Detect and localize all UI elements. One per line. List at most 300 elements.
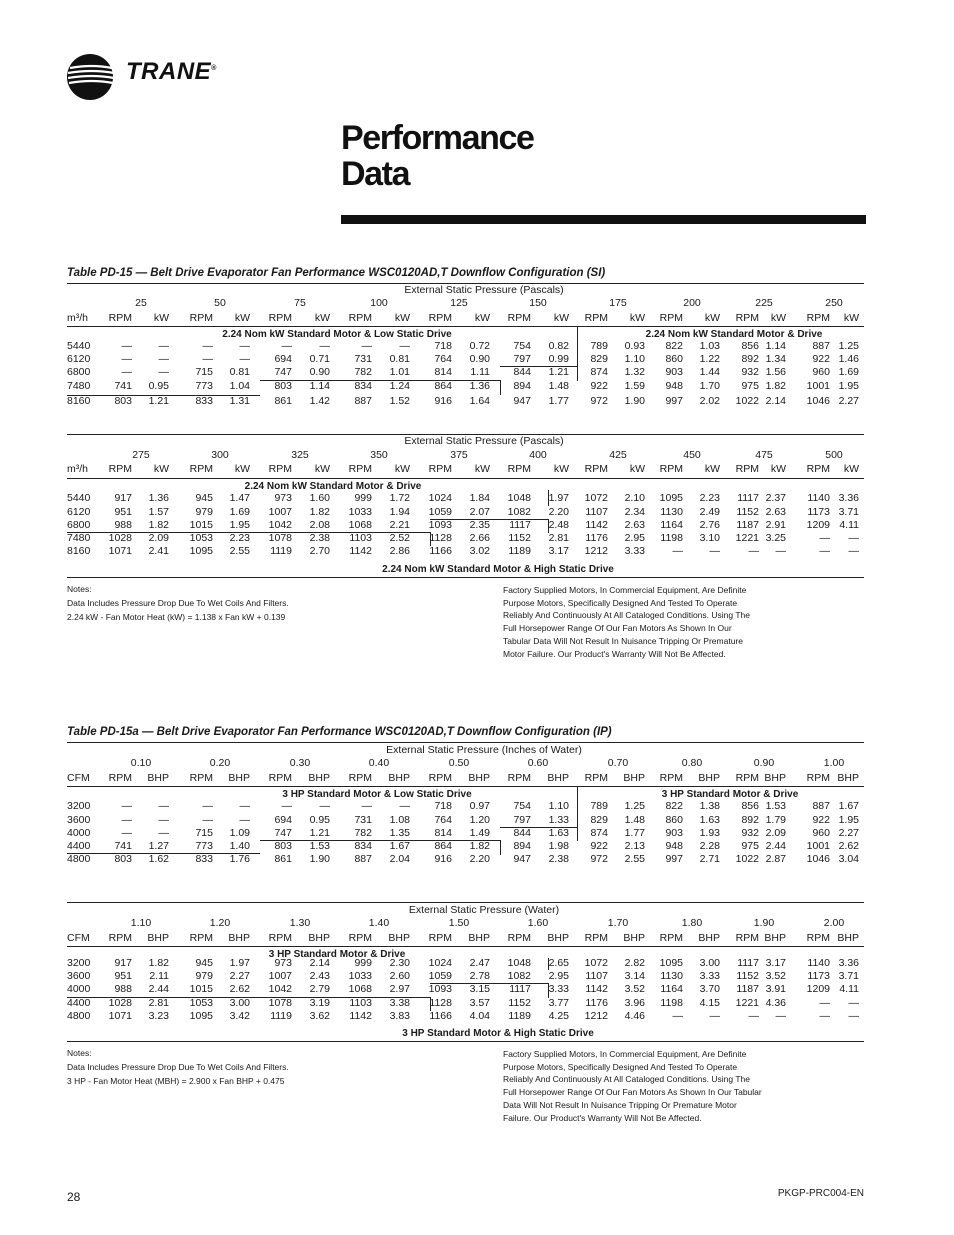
drive-boundary xyxy=(260,840,501,855)
power-value: 1.08 xyxy=(389,814,410,826)
table-ip-block-2 xyxy=(67,902,864,1042)
rpm-column-header: RPM xyxy=(584,463,608,475)
power-column-header: BHP xyxy=(308,932,330,944)
rpm-value: 1187 xyxy=(736,983,759,995)
power-value: — xyxy=(848,1010,859,1022)
power-value: 1.21 xyxy=(309,827,330,839)
rpm-column-header: RPM xyxy=(348,463,372,475)
rpm-value: 892 xyxy=(741,353,759,365)
rpm-value: 1173 xyxy=(807,506,830,518)
power-value: 1.82 xyxy=(148,519,169,531)
power-value: 2.60 xyxy=(389,970,410,982)
power-value: 1.04 xyxy=(229,380,250,392)
rpm-column-header: RPM xyxy=(806,463,830,475)
power-value: 0.71 xyxy=(309,353,330,365)
rpm-value: 694 xyxy=(274,353,292,365)
power-value: 3.33 xyxy=(548,983,569,995)
power-value: 2.38 xyxy=(548,853,569,865)
rpm-value: 1042 xyxy=(268,983,292,995)
power-value: 0.72 xyxy=(469,340,490,352)
power-value: 2.14 xyxy=(309,957,330,969)
power-value: 2.65 xyxy=(548,957,569,969)
power-column-header: kW xyxy=(704,312,720,324)
rpm-value: 1015 xyxy=(189,519,213,531)
disclaimer-line: Purpose Motors, Specifically Designed And Tested To Operate xyxy=(503,1061,738,1072)
power-value: — xyxy=(239,800,250,812)
power-value: — xyxy=(709,1010,720,1022)
power-value: 3.00 xyxy=(229,997,250,1009)
rpm-value: 1198 xyxy=(660,997,683,1009)
rpm-value: 715 xyxy=(195,366,213,378)
power-column-header: kW xyxy=(770,312,786,324)
rpm-value: 1007 xyxy=(268,970,292,982)
rpm-value: 856 xyxy=(741,800,759,812)
pressure-column-header: 400 xyxy=(529,449,547,461)
airflow-column-header: CFM xyxy=(67,932,90,944)
rpm-value: 1024 xyxy=(428,492,452,504)
rpm-value: 975 xyxy=(741,380,759,392)
power-value: 2.95 xyxy=(624,532,645,544)
table-ip-block-1 xyxy=(67,742,864,872)
rpm-value: 916 xyxy=(434,853,452,865)
rpm-value: 856 xyxy=(741,340,759,352)
rpm-value: 1022 xyxy=(735,853,759,865)
pressure-column-header: 0.30 xyxy=(289,757,311,769)
rpm-value: — xyxy=(121,340,132,352)
rpm-value: 1117 xyxy=(509,983,531,995)
rpm-value: 1095 xyxy=(659,492,683,504)
pressure-column-header: 100 xyxy=(370,297,388,309)
rpm-value: 803 xyxy=(274,380,292,392)
power-value: 1.82 xyxy=(148,957,169,969)
rpm-value: 975 xyxy=(741,840,759,852)
power-column-header: kW xyxy=(770,463,786,475)
power-column-header: kW xyxy=(474,463,490,475)
pressure-column-header: 25 xyxy=(135,297,147,309)
power-value: 2.86 xyxy=(389,545,410,557)
rpm-value: 887 xyxy=(812,340,830,352)
power-value: 2.71 xyxy=(699,853,720,865)
power-column-header: kW xyxy=(234,312,250,324)
pressure-column-header: 1.10 xyxy=(130,917,152,929)
power-value: 1.72 xyxy=(389,492,410,504)
rpm-value: — xyxy=(121,814,132,826)
rpm-column-header: RPM xyxy=(268,463,292,475)
power-value: 2.41 xyxy=(148,545,169,557)
drive-boundary xyxy=(577,326,578,366)
table-si-block-1 xyxy=(67,283,864,415)
airflow-value: 7480 xyxy=(67,532,91,544)
rpm-value: 874 xyxy=(590,827,608,839)
drive-boundary xyxy=(548,490,549,506)
airflow-value: 3200 xyxy=(67,957,91,969)
rpm-value: 999 xyxy=(354,957,372,969)
power-value: 3.57 xyxy=(469,997,490,1009)
drive-boundary xyxy=(548,958,549,970)
rpm-value: 1198 xyxy=(660,532,683,544)
rpm-value: 1142 xyxy=(349,545,372,557)
power-value: 2.14 xyxy=(765,395,786,407)
rpm-value: 1028 xyxy=(108,997,132,1009)
rpm-value: 782 xyxy=(354,827,372,839)
rpm-value: 917 xyxy=(114,957,132,969)
power-column-header: kW xyxy=(553,463,569,475)
rpm-value: 829 xyxy=(590,814,608,826)
disclaimer-line: Purpose Motors, Specifically Designed And Tested To Operate xyxy=(503,597,738,608)
power-column-header: BHP xyxy=(228,772,250,784)
power-value: 1.36 xyxy=(148,492,169,504)
rpm-value: 1068 xyxy=(348,983,372,995)
airflow-value: 4800 xyxy=(67,1010,91,1022)
power-value: 1.38 xyxy=(699,800,720,812)
power-value: 2.97 xyxy=(389,983,410,995)
rpm-column-header: RPM xyxy=(659,932,683,944)
power-value: 2.02 xyxy=(699,395,720,407)
disclaimer-line: Reliably And Continuously At All Cataloged Conditions. Using The xyxy=(503,1074,750,1085)
airflow-column-header: m³/h xyxy=(67,312,88,324)
drive-boundary xyxy=(67,395,260,396)
pressure-group-label: External Static Pressure (Water) xyxy=(408,904,560,916)
rpm-value: 1117 xyxy=(509,519,531,531)
rpm-value: 916 xyxy=(434,395,452,407)
rpm-column-header: RPM xyxy=(108,312,132,324)
notes-title: Notes: xyxy=(67,584,92,594)
pressure-column-header: 300 xyxy=(211,449,229,461)
drive-boundary xyxy=(260,997,431,1011)
power-value: 2.95 xyxy=(548,970,569,982)
power-value: — xyxy=(775,545,786,557)
drive-boundary xyxy=(67,997,260,998)
rpm-column-header: RPM xyxy=(659,772,683,784)
power-value: 3.14 xyxy=(624,970,645,982)
rpm-value: 874 xyxy=(590,366,608,378)
power-column-header: BHP xyxy=(547,772,569,784)
pressure-column-header: 0.10 xyxy=(130,757,152,769)
rpm-value: 803 xyxy=(274,840,292,852)
rpm-value: — xyxy=(748,545,759,557)
power-value: 0.97 xyxy=(469,800,490,812)
rpm-value: 797 xyxy=(513,353,531,365)
rpm-value: 1082 xyxy=(507,506,531,518)
pressure-column-header: 1.20 xyxy=(209,917,231,929)
power-column-header: BHP xyxy=(147,772,169,784)
power-value: 1.76 xyxy=(229,853,250,865)
power-value: 1.25 xyxy=(838,340,859,352)
rpm-value: 741 xyxy=(114,380,132,392)
pressure-column-header: 1.30 xyxy=(289,917,311,929)
rpm-column-header: RPM xyxy=(268,772,292,784)
power-value: 4.11 xyxy=(839,983,859,995)
power-value: 3.15 xyxy=(469,983,490,995)
power-column-header: kW xyxy=(153,312,169,324)
rpm-value: 773 xyxy=(195,840,213,852)
disclaimer-line: Full Horsepower Range Of Our Fan Motors As Shown In Our xyxy=(503,623,732,634)
rpm-column-header: RPM xyxy=(507,463,531,475)
airflow-value: 4400 xyxy=(67,997,91,1009)
rpm-value: 1001 xyxy=(806,380,830,392)
power-value: 3.36 xyxy=(838,957,859,969)
page-title xyxy=(341,120,533,192)
pressure-column-header: 275 xyxy=(132,449,150,461)
rpm-value: 1093 xyxy=(428,519,452,531)
power-value: 1.53 xyxy=(765,800,786,812)
power-value: 1.48 xyxy=(624,814,645,826)
pressure-group-label: External Static Pressure (Inches of Water) xyxy=(386,744,582,756)
power-value: 1.09 xyxy=(229,827,250,839)
power-value: 3.19 xyxy=(309,997,330,1009)
pressure-column-header: 1.90 xyxy=(753,917,775,929)
power-value: 0.99 xyxy=(548,353,569,365)
rpm-value: 894 xyxy=(513,840,531,852)
power-value: 1.95 xyxy=(838,380,859,392)
rpm-value: 1189 xyxy=(508,545,531,557)
rpm-column-header: RPM xyxy=(584,312,608,324)
power-value: 4.36 xyxy=(765,997,786,1009)
rpm-value: 715 xyxy=(195,827,213,839)
rpm-value: 922 xyxy=(812,353,830,365)
power-value: 2.30 xyxy=(389,957,410,969)
disclaimer-line: Data Will Not Result In Nuisance Tripping Or Premature Motor xyxy=(503,1099,737,1110)
rpm-value: 1117 xyxy=(737,957,759,969)
rpm-value: 1152 xyxy=(508,532,531,544)
power-value: 0.95 xyxy=(309,814,330,826)
rpm-value: 1033 xyxy=(348,970,372,982)
pressure-column-header: 250 xyxy=(825,297,843,309)
rpm-value: 844 xyxy=(513,366,531,378)
rpm-value: 861 xyxy=(274,853,292,865)
power-column-header: BHP xyxy=(147,932,169,944)
power-value: 1.27 xyxy=(148,840,169,852)
power-value: 2.27 xyxy=(229,970,250,982)
power-value: 3.02 xyxy=(469,545,490,557)
rpm-value: — xyxy=(748,1010,759,1022)
power-value: — xyxy=(848,997,859,1009)
disclaimer-line: Factory Supplied Motors, In Commercial Equipment, Are Definite xyxy=(503,1049,747,1059)
rpm-value: 1209 xyxy=(806,519,830,531)
power-value: 1.52 xyxy=(389,395,410,407)
rpm-value: 1209 xyxy=(806,983,830,995)
rpm-value: 1221 xyxy=(735,997,759,1009)
power-value: 1.44 xyxy=(699,366,720,378)
rpm-value: 922 xyxy=(590,380,608,392)
rpm-value: 718 xyxy=(434,340,452,352)
rpm-value: 979 xyxy=(195,970,213,982)
rpm-value: 764 xyxy=(434,353,452,365)
rpm-value: 718 xyxy=(434,800,452,812)
power-value: 1.03 xyxy=(699,340,720,352)
rpm-value: 887 xyxy=(812,800,830,812)
rpm-value: — xyxy=(819,532,830,544)
rpm-column-header: RPM xyxy=(348,312,372,324)
pressure-column-header: 0.60 xyxy=(527,757,549,769)
rpm-value: 1059 xyxy=(428,970,452,982)
power-value: 2.52 xyxy=(389,532,410,544)
pressure-group-label: External Static Pressure (Pascals) xyxy=(404,435,564,447)
pressure-column-header: 0.40 xyxy=(368,757,390,769)
power-value: 1.67 xyxy=(389,840,410,852)
power-column-header: BHP xyxy=(837,932,859,944)
pressure-column-header: 1.40 xyxy=(368,917,390,929)
pressure-column-header: 50 xyxy=(214,297,226,309)
power-value: — xyxy=(158,340,169,352)
power-value: 1.40 xyxy=(229,840,250,852)
disclaimer-line: Factory Supplied Motors, In Commercial Equipment, Are Definite xyxy=(503,585,747,595)
pressure-column-header: 425 xyxy=(609,449,627,461)
disclaimer-line: Reliably And Continuously At All Cataloged Conditions. Using The xyxy=(503,610,750,621)
power-value: 1.63 xyxy=(548,827,569,839)
power-value: 2.47 xyxy=(469,957,490,969)
power-value: 1.47 xyxy=(229,492,250,504)
power-value: 2.63 xyxy=(624,519,645,531)
power-value: 1.14 xyxy=(765,340,786,352)
rpm-column-header: RPM xyxy=(735,312,759,324)
power-value: 2.66 xyxy=(469,532,490,544)
rpm-value: 1140 xyxy=(807,492,830,504)
power-column-header: BHP xyxy=(228,932,250,944)
power-value: 1.01 xyxy=(389,366,410,378)
rpm-column-header: RPM xyxy=(189,312,213,324)
power-column-header: kW xyxy=(234,463,250,475)
rpm-value: 922 xyxy=(812,814,830,826)
power-value: 3.04 xyxy=(838,853,859,865)
rpm-value: — xyxy=(281,340,292,352)
rpm-value: 754 xyxy=(513,340,531,352)
power-value: 1.64 xyxy=(469,395,490,407)
power-value: 1.95 xyxy=(229,519,250,531)
document-code: PKGP-PRC004-EN xyxy=(777,1188,864,1199)
rpm-value: 951 xyxy=(114,970,132,982)
title-rule xyxy=(341,215,866,224)
power-value: 2.04 xyxy=(389,853,410,865)
power-value: 1.48 xyxy=(548,380,569,392)
power-value: 1.82 xyxy=(309,506,330,518)
rpm-value: — xyxy=(121,366,132,378)
rpm-value: 922 xyxy=(590,840,608,852)
note-line: Data Includes Pressure Drop Due To Wet Coils And Filters. xyxy=(67,1062,289,1072)
power-value: 2.23 xyxy=(229,532,250,544)
power-value: 3.25 xyxy=(765,532,786,544)
rpm-value: 1212 xyxy=(584,545,608,557)
power-value: 3.71 xyxy=(838,970,859,982)
header-rule xyxy=(67,786,864,787)
power-column-header: BHP xyxy=(698,772,720,784)
rpm-column-header: RPM xyxy=(806,932,830,944)
rpm-value: 1072 xyxy=(584,492,608,504)
pressure-column-header: 475 xyxy=(755,449,773,461)
power-value: 1.46 xyxy=(838,353,859,365)
power-value: — xyxy=(775,1010,786,1022)
pressure-column-header: 1.50 xyxy=(448,917,470,929)
airflow-value: 4000 xyxy=(67,983,91,995)
power-value: 3.91 xyxy=(765,983,786,995)
power-value: 1.63 xyxy=(699,814,720,826)
rpm-value: 892 xyxy=(741,814,759,826)
rpm-value: — xyxy=(202,353,213,365)
power-value: 1.42 xyxy=(309,395,330,407)
power-value: 1.24 xyxy=(389,380,410,392)
rpm-value: — xyxy=(672,1010,683,1022)
rpm-column-header: RPM xyxy=(584,772,608,784)
rpm-value: 945 xyxy=(195,957,213,969)
airflow-value: 7480 xyxy=(67,380,91,392)
power-value: 2.55 xyxy=(624,853,645,865)
rpm-value: 1152 xyxy=(736,506,759,518)
rpm-value: 894 xyxy=(513,380,531,392)
motor-drive-label-bottom: 3 HP Standard Motor & High Static Drive xyxy=(402,1028,594,1039)
pressure-column-header: 1.00 xyxy=(823,757,845,769)
power-value: — xyxy=(158,814,169,826)
power-value: 3.10 xyxy=(699,532,720,544)
rpm-value: 903 xyxy=(665,827,683,839)
power-value: 1.82 xyxy=(469,840,490,852)
airflow-value: 3200 xyxy=(67,800,91,812)
rpm-value: 1046 xyxy=(806,395,830,407)
rpm-value: 945 xyxy=(195,492,213,504)
power-value: 1.34 xyxy=(765,353,786,365)
power-value: — xyxy=(319,340,330,352)
rpm-value: 1103 xyxy=(349,532,372,544)
rpm-value: 764 xyxy=(434,814,452,826)
power-value: 3.17 xyxy=(765,957,786,969)
rpm-value: 1103 xyxy=(349,997,372,1009)
power-value: — xyxy=(848,545,859,557)
airflow-value: 4400 xyxy=(67,840,91,852)
power-value: — xyxy=(158,800,169,812)
power-value: 2.07 xyxy=(469,506,490,518)
drive-boundary xyxy=(260,532,431,546)
power-value: 1.77 xyxy=(624,827,645,839)
power-value: 0.93 xyxy=(624,340,645,352)
power-value: 2.20 xyxy=(548,506,569,518)
rpm-value: 932 xyxy=(741,366,759,378)
rpm-value: 1166 xyxy=(429,545,452,557)
power-column-header: kW xyxy=(474,312,490,324)
airflow-value: 4800 xyxy=(67,853,91,865)
rpm-value: 887 xyxy=(354,395,372,407)
pressure-column-header: 1.60 xyxy=(527,917,549,929)
airflow-column-header: CFM xyxy=(67,772,90,784)
rpm-value: 741 xyxy=(114,840,132,852)
rpm-value: 1164 xyxy=(660,983,683,995)
power-value: 1.21 xyxy=(548,366,569,378)
power-value: 1.98 xyxy=(548,840,569,852)
rpm-value: — xyxy=(121,353,132,365)
pressure-column-header: 450 xyxy=(683,449,701,461)
notes-title: Notes: xyxy=(67,1048,92,1058)
page-number: 28 xyxy=(67,1190,81,1204)
power-value: 3.33 xyxy=(624,545,645,557)
rpm-value: 1095 xyxy=(659,957,683,969)
pressure-column-header: 375 xyxy=(450,449,468,461)
rpm-value: 1166 xyxy=(429,1010,452,1022)
pressure-column-header: 125 xyxy=(450,297,468,309)
power-column-header: kW xyxy=(314,312,330,324)
power-column-header: kW xyxy=(629,463,645,475)
power-value: 1.67 xyxy=(838,800,859,812)
power-value: 2.63 xyxy=(765,506,786,518)
power-value: 1.95 xyxy=(838,814,859,826)
rpm-value: 1107 xyxy=(585,970,608,982)
rpm-column-header: RPM xyxy=(189,463,213,475)
power-column-header: BHP xyxy=(764,772,786,784)
rpm-value: 731 xyxy=(354,353,372,365)
pressure-column-header: 325 xyxy=(291,449,309,461)
power-value: 1.33 xyxy=(548,814,569,826)
power-value: — xyxy=(848,532,859,544)
power-value: 2.44 xyxy=(148,983,169,995)
power-value: 3.33 xyxy=(699,970,720,982)
header-rule xyxy=(67,946,864,947)
